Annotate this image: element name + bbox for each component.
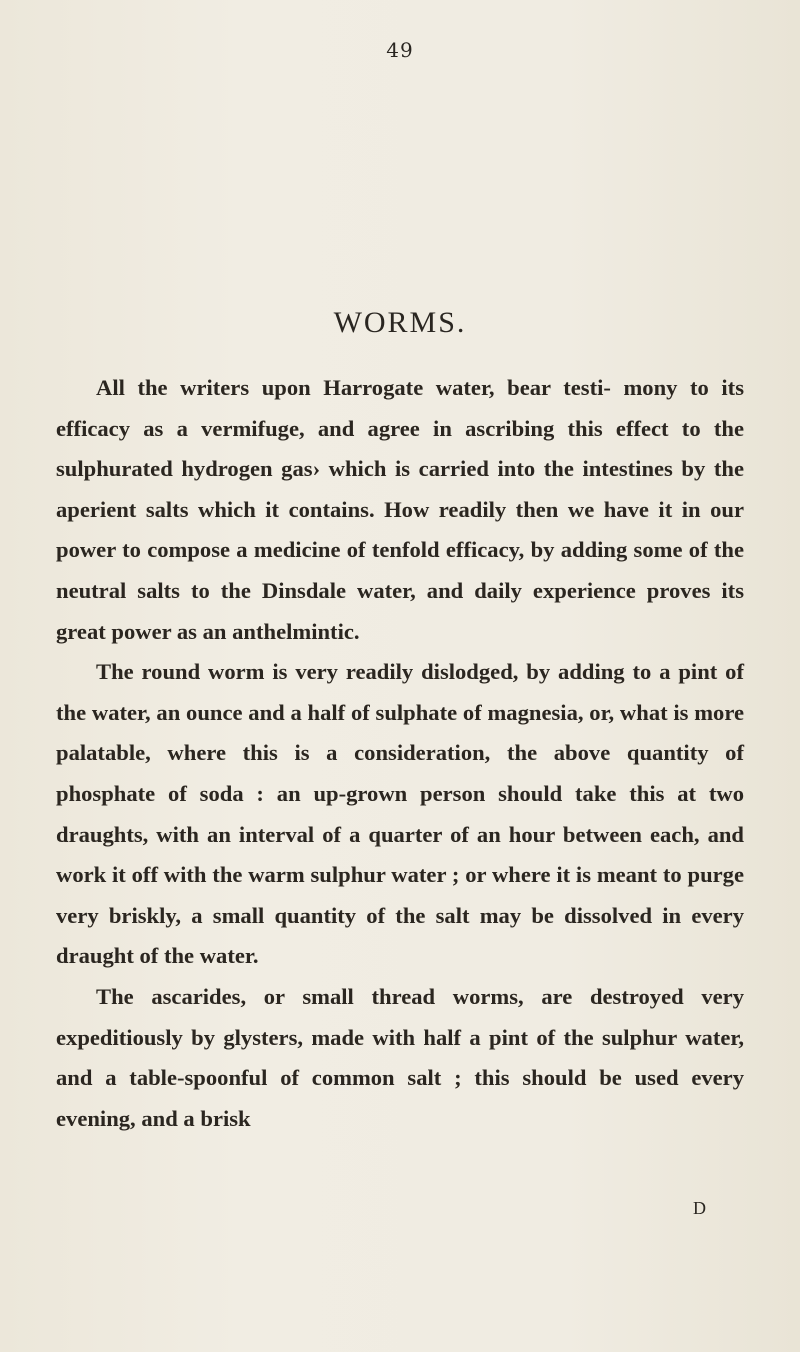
paragraph-3: The ascarides, or small thread worms, are destroyed very expeditiously by glysters, made with half a pint of the sulphur water, and a table-spoonful of common salt ; this should be used every evening, and a brisk xyxy=(56,983,744,1131)
page-number: 49 xyxy=(386,38,414,62)
chapter-title: WORMS. xyxy=(333,306,467,340)
body-text xyxy=(56,368,744,1139)
signature-mark: D xyxy=(693,1198,706,1218)
paragraph-1: All the writers upon Harrogate water, bear testi- mony to its efficacy as a vermifuge, and agree in ascribing this effect to the sulphurated hydrogen gas› which is carried into the intestines by the aperient salts which it contains. How readily then we have it in our power to compose a medicine of tenfold efficacy, by adding some of the neutral salts to the Dinsdale water, and daily experience proves its great power as an anthelmintic. xyxy=(56,375,744,644)
paragraph-2: The round worm is very readily dislodged, by adding to a pint of the water, an ounce and a half of sulphate of magnesia, or, what is more palatable, where this is a consideration, the above quantity of phosphate of soda : an up-grown person should take this at two draughts, with an interval of a quarter of an hour between each, and work it off with the warm sulphur water ; or where it is meant to purge very briskly, a small quantity of the salt may be dissolved in every draught of the water. xyxy=(56,659,744,969)
